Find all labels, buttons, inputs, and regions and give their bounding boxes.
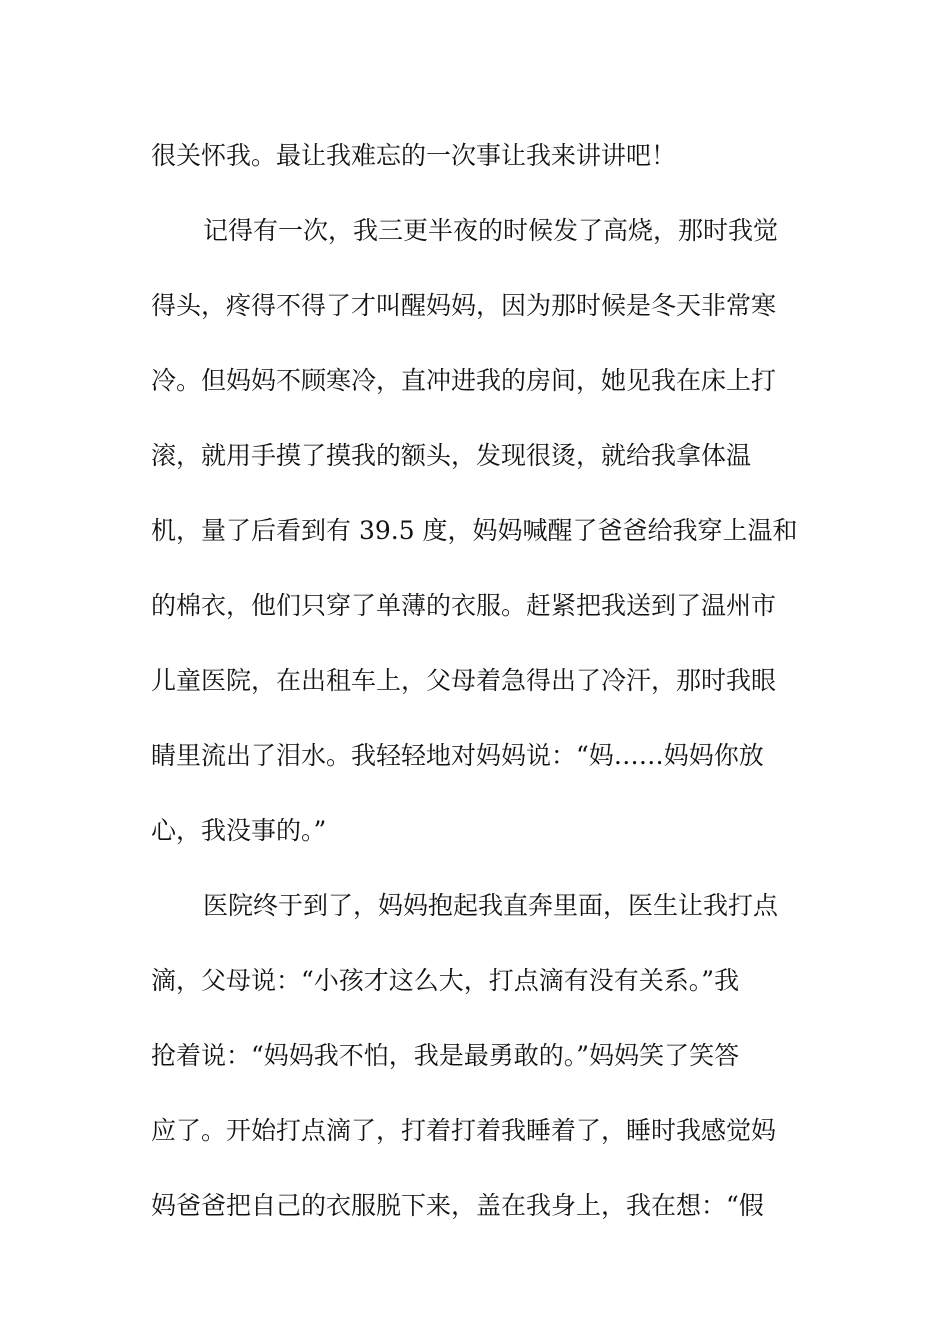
text-line: 应了。开始打点滴了，打着打着我睡着了，睡时我感觉妈 [151,1116,777,1145]
text-line: 滴，父母说：“小孩才这么大，打点滴有没有关系。”我 [151,966,740,995]
text-line: 儿童医院，在出租车上，父母着急得出了冷汗，那时我眼 [151,666,777,695]
text-line: 很关怀我。最让我难忘的一次事让我来讲讲吧！ [151,141,677,170]
text-line: 滚，就用手摸了摸我的额头，发现很烫，就给我拿体温 [151,441,752,470]
paragraph-start-line: 医院终于到了，妈妈抱起我直奔里面，医生让我打点 [203,891,779,920]
text-line: 的棉衣，他们只穿了单薄的衣服。赶紧把我送到了温州市 [151,591,777,620]
text-line: 抢着说：“妈妈我不怕，我是最勇敢的。”妈妈笑了笑答 [151,1041,740,1070]
text-line: 冷。但妈妈不顾寒冷，直冲进我的房间，她见我在床上打 [151,366,777,395]
text-line: 心，我没事的。” [151,816,327,845]
text-line: 睛里流出了泪水。我轻轻地对妈妈说：“妈……妈妈你放 [151,741,764,770]
text-line: 妈爸爸把自己的衣服脱下来，盖在我身上，我在想：“假 [151,1191,764,1220]
essay-text [151,128,801,1253]
text-line: 得头，疼得不得了才叫醒妈妈，因为那时候是冬天非常寒 [151,291,777,320]
text-line: 机，量了后看到有 39.5 度，妈妈喊醒了爸爸给我穿上温和 [151,516,798,545]
paragraph-start-line: 记得有一次，我三更半夜的时候发了高烧，那时我觉 [203,216,779,245]
